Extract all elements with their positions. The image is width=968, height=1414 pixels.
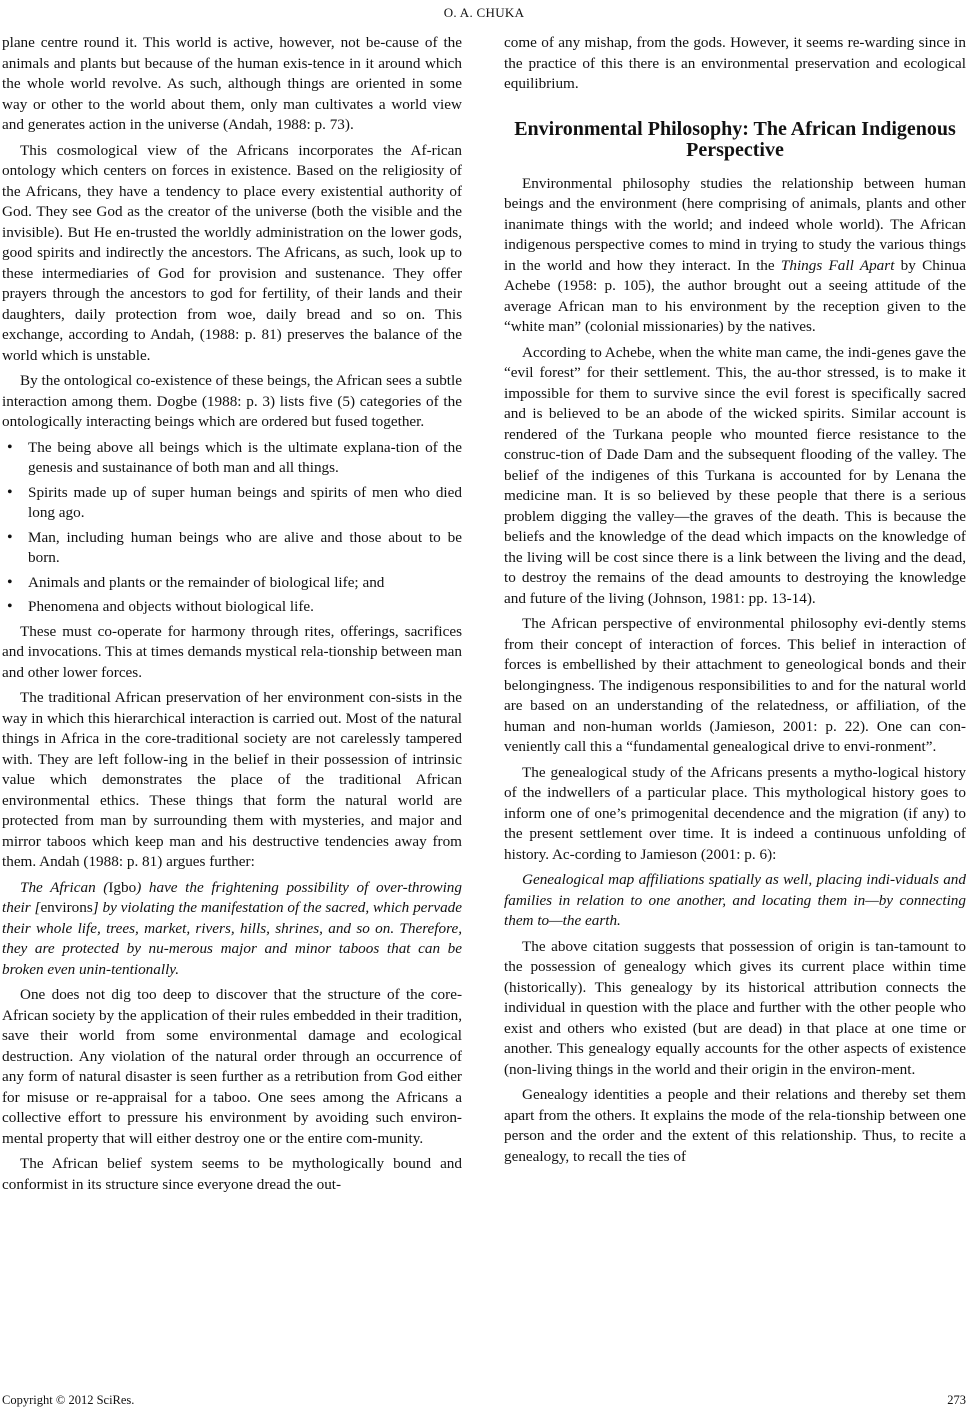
paragraph-text: Environmental philosophy studies the relationship between human beings and the environment (here comprising of animals, plants and other inanimate things with the world; and indeed whole world). The African indigenous perspective comes to mind in trying to study the various things in the world and how they interact. In the — [504, 174, 966, 274]
paragraph: According to Achebe, when the white man came, the indi-genes gave the “evil forest” for their settlement. This, the au-thor stressed, is to make it impossible for them to survive since the evil forest is specifically sacred and is believed to be an abode of the wicked spirits. Similar account is rendered of the Turkana people who mounted fierce resistance to the construc-tion of Dade Dam and the subsequent flooding of the valley. The belief of the indigenes of this Turkana is accounted for by Lenana the medicine man. It is so believed by these people that there is a serious problem digging the valley—the graves of the death. This is because the beliefs and the knowledge of the dead which impacts on the knowledge of the living will be cost since there is a link between the living and the dead, to destroy the remains of the dead amounts to destroying the knowledge and future of the living (Johnson, 1981: pp. 13-14). — [504, 343, 966, 607]
quote-text: environs — [40, 899, 93, 916]
list-item: • The being above all beings which is the ultimate explana-tion of the genesis and sustainance of both man and all things. — [2, 438, 462, 479]
paragraph: One does not dig too deep to discover that the structure of the core-African society by the application of their rules embedded in their tradition, save their world from some environmental damage and ecological destruction. Any violation of the natural order through an occurrence of any form of natural disaster is seen further as a retribution from God either for misuse or re-appraisal for a taboo. One sees among the Africans a collective effort to pressure his environment by avoiding such environ-mental property that will either destroy one or the entire com-munity. — [2, 986, 462, 1147]
copyright-notice: Copyright © 2012 SciRes. — [2, 1393, 135, 1407]
list-item: • Spirits made up of super human beings and spirits of men who died long ago. — [2, 483, 462, 524]
running-head: O. A. CHUKA — [443, 5, 525, 20]
right-column — [504, 33, 966, 1373]
quote-text: Igbo — [108, 878, 137, 896]
page-number: 273 — [947, 1393, 966, 1407]
list-item: • Animals and plants or the remainder of biological life; and — [2, 573, 462, 594]
left-column — [2, 33, 462, 1373]
quote-text: The African ( — [20, 878, 109, 896]
quote-text: ) have the frightening possibility of over-throwing their [ — [2, 878, 462, 916]
section-title: Environmental Philosophy: The African Indigenous Perspective — [514, 117, 956, 161]
paragraph: plane centre round it. This world is active, however, not be-cause of the animals and plants but because of the human exis-tence in it around which the whole world revolve. As such, although things are oriented in some way or other to the world about them, only man cultivates a world view and generates action in the universe (Andah, 1988: p. 73). — [2, 34, 462, 133]
paragraph: These must co-operate for harmony through rites, offerings, sacrifices and invocations. This at times demands mystical rela-tionship between man and other lower forces. — [2, 622, 462, 681]
paragraph — [504, 174, 966, 338]
list-item: • Man, including human beings who are alive and those about to be born. — [2, 528, 462, 569]
paragraph: The genealogical study of the Africans presents a mytho-logical history of the indwellers of a particular place. This mythological history goes to inform one of one’s primogenital decendence and the migration (if any) to the present settlement over time. It is indeed a continuous unfolding of history. Ac-cording to Jamieson (2001: p. 6): — [504, 763, 966, 863]
paragraph: The African perspective of environmental philosophy evi-dently stems from their concept of interaction of forces. This belief in interaction of forces is embellished by their attachment to geneological bonds and their belongingness. The indigenous responsibilities to and for the natural world are based on an understanding of the relatedness, or affiliation, of the human and non-human worlds (Jamieson, 2001: p. 22). One can con-veniently call this a “fundamental genealogical drive to envi-ronment”. — [504, 615, 966, 755]
paragraph: come of any mishap, from the gods. However, it seems re-warding since in the practice of this there is an environmental preservation and ecological equilibrium. — [504, 34, 966, 92]
quote-text: ] by violating the manifestation of the sacred, which pervade their whole life, trees, market, rivers, hills, shrines, and so on. Therefore, they are protected by nu-merous major and minor taboos that can be broken even unin-tentionally. — [2, 899, 462, 978]
bullet-list — [2, 438, 462, 618]
paragraph: This cosmological view of the Africans incorporates the Af-rican ontology which centers on forces in existence. Based on the religiosity of the Africans, they have a tendency to place every existential authority of God. They see God as the creator of the universe (both the visible and the invisible). But He en-trusted the worldly administration on the lower gods, good spirits and indirectly the ancestors. The Africans, as such, look up to these intermediaries of God for provision and sustenance. They offer prayers through the ancestors to god for fertility, of their lands and their daughters, daily protection from woe, daily bread and so on. This exchange, according to Andah, (1988: p. 81) preserves the balance of the world which is unstable. — [2, 141, 462, 364]
page-footer — [2, 1393, 966, 1408]
paragraph: The above citation suggests that possession of origin is tan-tamount to the possession of genealogy which gives its current place within time (historically). This genealogy by its historical attribution connects the individual in question with the place and further with the other people who exist and others who existed (but are dead) in that place at one time or another. This genealogy equally accounts for the other aspects of existence (non-living things in the world and their origin in the environ-ment. — [504, 937, 966, 1078]
paragraph: By the ontological co-existence of these beings, the African sees a subtle interaction among them. Dogbe (1988: p. 3) lists five (5) categories of the ontologically interacting beings which are ordered but fused together. — [2, 372, 462, 430]
paragraph: Genealogy identities a people and their relations and thereby set them apart from the others. It explains the mode of the rela-tionship between one person and the order and the extent of this relationship. Thus, to recite a genealogy, to recall the ties of — [504, 1086, 966, 1165]
book-title: Things Fall Apart — [780, 256, 895, 274]
list-item: • Phenomena and objects without biological life. — [2, 597, 462, 618]
paragraph-text: by Chinua Achebe (1958: p. 105), the author brought out a seeing attitude of the average African man to his environment by the reception given to the “white man” (colonial missionaries) by the natives. — [504, 256, 966, 335]
paragraph: The traditional African preservation of her environment con-sists in the way in which this hierarchical interaction is carried out. Most of the natural things in Africa in the core-traditional society are not carelessly tampered with. They are left follow-ing in the belief in their possession of intrinsic value which demonstrates the place of the traditional African environmental ethics. These things that form the natural world are protected from man by surrounding them with mysteries, and major and mirror taboos which keep man and his destructive tendencies away from them. Andah (1988: p. 81) argues further: — [2, 689, 462, 870]
block-quote — [2, 878, 462, 981]
paragraph: The African belief system seems to be mythologically bound and conformist in its structure since everyone dread the out- — [2, 1155, 462, 1193]
block-quote: Genealogical map affiliations spatially as well, placing indi-viduals and families in relation to one another, and locating them in—by connecting them to—the earth. — [504, 871, 966, 929]
